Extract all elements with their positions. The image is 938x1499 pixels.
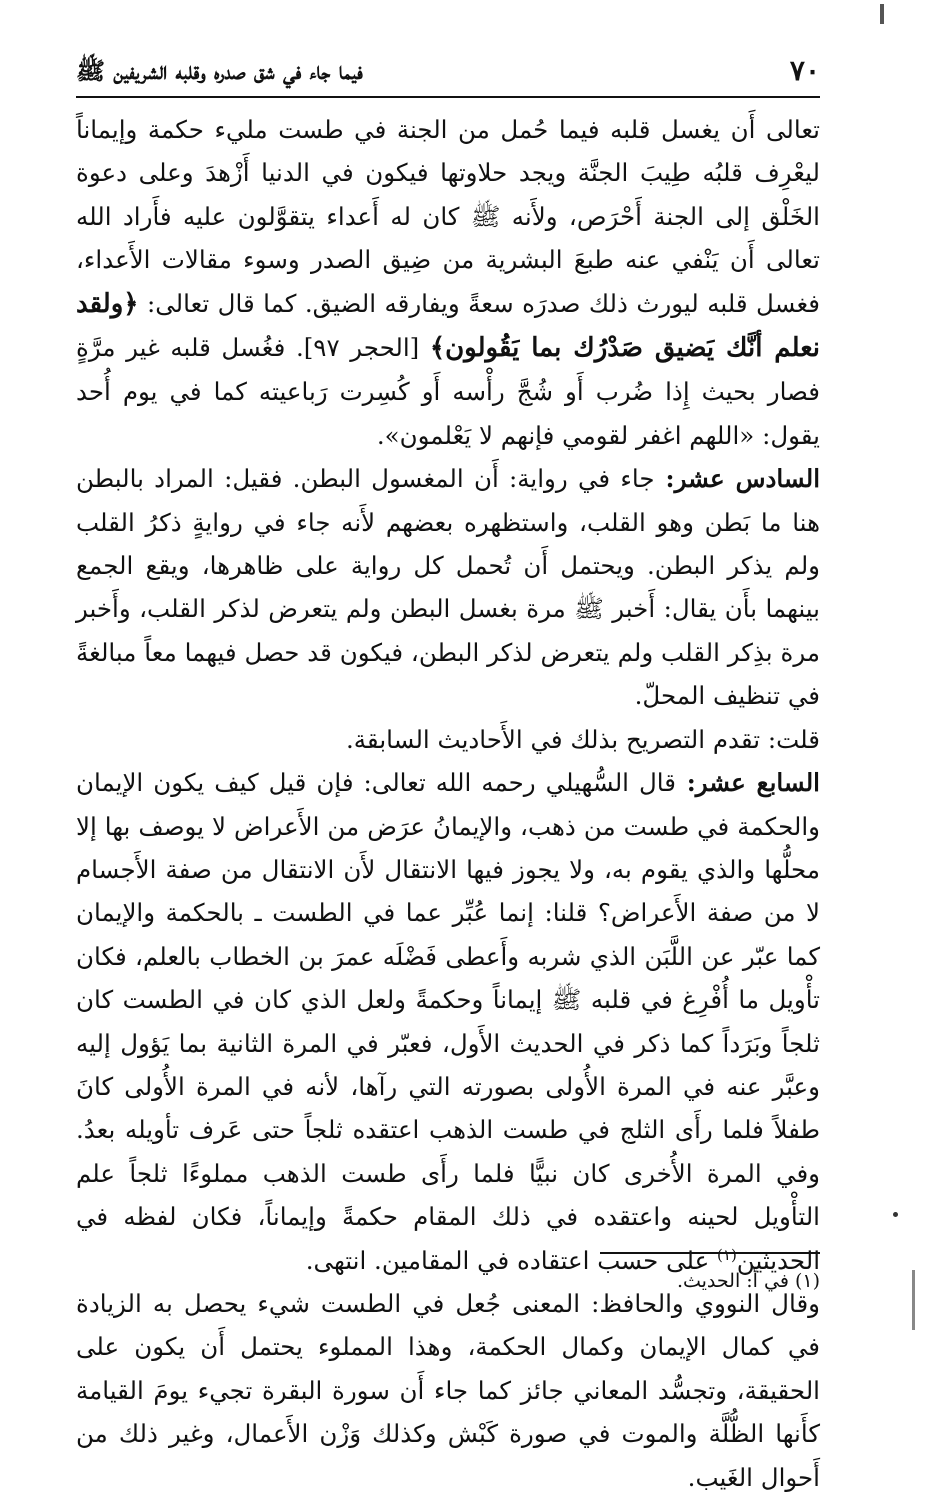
scan-mark-edge [912, 1270, 915, 1330]
scan-mark-dot [893, 1212, 898, 1217]
paragraph-1-tail: [الحجر ٩٧]. فغُسل قلبه غير مرَّةٍ فصار بحيث إِذا ضُرب أَو شُجَّ رأْسه أَو كُسِرت رَباعيته كما في يوم أُحد يقول: «اللهم اغفر لقومي فإنهم لا يَعْلمون». [76, 333, 820, 450]
page-header [76, 48, 820, 98]
paragraph-3 [76, 718, 820, 761]
paragraph-5 [76, 1282, 820, 1499]
quran-verse: ﴿ولقد نعلم أنَّك يَضيق صَدْرُك بما يَقُولون﴾ [76, 288, 820, 364]
paragraph-3-text: قلت: تقدم التصريح بذلك في الأَحاديث السابقة. [346, 724, 820, 754]
footnote-divider [600, 1252, 820, 1254]
paragraph-2-text: جاء في رواية: أَن المغسول البطن. فقيل: المراد بالبطن هنا ما بَطن وهو القلب، واستظهره بعضهم لأَنه جاء في روايةٍ ذكرُ القلب ولم يذكر البطن. ويحتمل أَن تُحمل كل رواية على ظاهرها، ويقع الجمع بينهما بأَن يقال: أَخبر ﷺ مرة بغسل البطن ولم يتعرض لذكر القلب، وأَخبر مرة بذِكر القلب ولم يتعرض لذكر البطن، فيكون قد حصل فيهما معاً مبالغةً في تنظيف المحلّ. [76, 464, 820, 711]
paragraph-4 [76, 761, 820, 1282]
paragraph-1-text: تعالى أَن يغسل قلبه فيما حُمل من الجنة في طست مليء حكمة وإيماناً ليعْرِف قلبُه طِيبَ الجنَّة ويجد حلاوتها فيكون في الدنيا أَزْهدَ وعلى دعوة الخَلْق إلى الجنة أَحْرَص، ولأَنه ﷺ كان له أَعداء يتقوَّلون عليه فأَراد الله تعالى أَن يَنْفي عنه طبعَ البشرية من ضِيق الصدر وسوء مقالات الأَعداء، فغسل قلبه ليورث ذلك صدرَه سعةً ويفارقه الضيق. كما قال تعالى: [76, 115, 820, 318]
paragraph-2 [76, 457, 820, 717]
scan-mark-top [880, 4, 884, 24]
paragraph-1 [76, 108, 820, 457]
footnote-reference: (١) [717, 1245, 737, 1264]
section-heading-17: السابع عشر: [675, 768, 820, 798]
section-heading-16: السادس عشر: [654, 464, 820, 494]
running-title: فيما جاء في شق صدره وقلبه الشريفين ﷺ [76, 56, 363, 85]
footnote: (١) في أ: الحديث. [676, 1270, 820, 1292]
paragraph-4-tail: على حسب اعتقاده في المقامين. انتهى. [305, 1245, 718, 1275]
paragraph-4-text: قال السُّهيلي رحمه الله تعالى: فإن قيل كيف يكون الإيمان والحكمة في طست من ذهب، والإيمانُ عرَض من الأَعراض لا يوصف بها إلا محلُّها والذي يقوم به، ولا يجوز فيها الانتقال لأَن الانتقال من صفة الأَجسام لا من صفة الأَعراض؟ قلنا: إنما عُبِّر عما في الطست ـ بالحكمة والإيمان كما عبّر عن اللَّبَن الذي شربه وأَعطى فَضْلَه عمرَ بن الخطاب بالعلم، فكان تأْويل ما أُفْرِغ في قلبه ﷺ إيماناً وحكمةً ولعل الذي كان في الطست كان ثلجاً وبَرَداً كما ذكر في الحديث الأَول، فعبّر في المرة الثانية بما يَؤول إليه وعبَّر عنه في المرة الأُولى بصورته التي رآها، لأنه في المرة الأُولى كانَ طفلاً فلما رأَى الثلج في طست الذهب اعتقده ثلجاً حتى عَرف تأويله بعدُ. وفي المرة الأُخرى كان نبيًّا فلما رأَى طست الذهب مملوءًا ثلجاً علم التأْويل لحينه واعتقده في ذلك المقام حكمةً وإيماناً، فكان لفظه في الحديثين [76, 768, 820, 1275]
paragraph-5-text: وقال النووي والحافظ: المعنى جُعل في الطست شيء يحصل به الزيادة في كمال الإيمان وكمال الحكمة، وهذا المملوء يحتمل أَن يكون على الحقيقة، وتجسُّد المعاني جائز كما جاء أَن سورة البقرة تجيء يومَ القيامة كأَنها الظُّلَّة والموت في صورة كَبْش وكذلك وَزْن الأَعمال، وغير ذلك من أَحوال الغَيب. [76, 1288, 820, 1492]
page-number: ٧٠ [789, 54, 820, 87]
